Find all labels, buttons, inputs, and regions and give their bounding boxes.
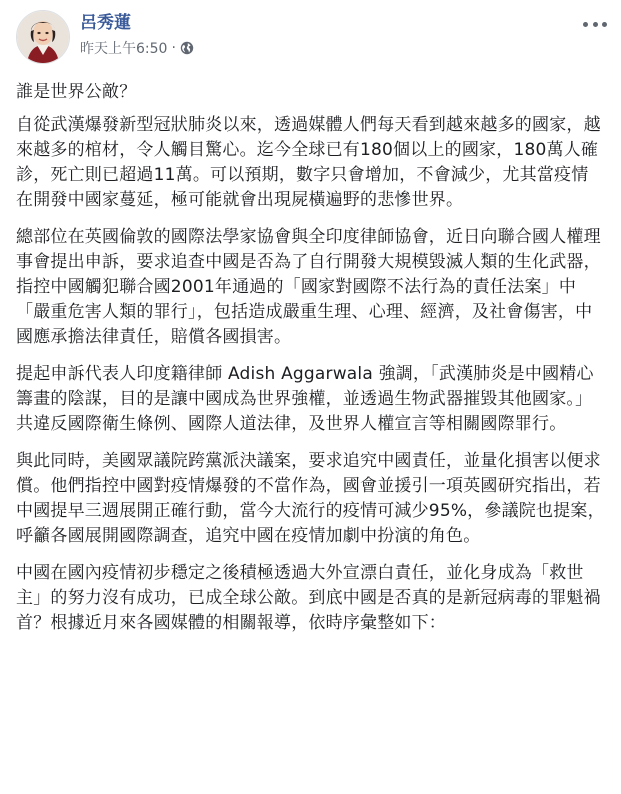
separator-dot: · [171,40,176,56]
avatar[interactable] [16,10,70,64]
post-paragraph: 與此同時，美國眾議院跨黨派決議案，要求追究中國責任，並量化損害以便求償。他們指控中國對疫情爆發的不當作為，國會並援引一項英國研究指出，若中國提早三週展開正確行動，當今大流行的疫情可減少95%，參議院也提案，呼籲各國展開國際調查，追究中國在疫情加劇中扮演的角色。 [16,451,605,546]
post-paragraph: 自從武漢爆發新型冠狀肺炎以來，透過媒體人們每天看到越來越多的國家，越來越多的棺材，令人觸目驚心。迄今全球已有180個以上的國家，180萬人確診，死亡則已超過11萬。可以預期，數字只會增加，不會減少，尤其當疫情在開發中國家蔓延，極可能就會出現屍橫遍野的悲慘世界。 [16,115,601,210]
post-content [16,80,605,636]
more-dot [583,22,588,27]
post-title: 誰是世界公敵？ [16,82,137,102]
globe-icon[interactable] [180,41,194,55]
post-paragraph: 提起申訴代表人印度籍律師 Adish Aggarwala 強調，「武漢肺炎是中國精心籌畫的陰謀，目的是讓中國成為世界強權，並透過生物武器摧毀其他國家。」共違反國際衛生條例、國際人道法律，及世界人權宣言等相關國際罪行。 [16,364,594,434]
more-options-icon[interactable] [583,16,607,32]
more-dot [602,22,607,27]
post-paragraph: 中國在國內疫情初步穩定之後積極透過大外宣漂白責任，並化身成為「救世主」的努力沒有成功，已成全球公敵。到底中國是否真的是新冠病毒的罪魁禍首？根據近月來各國媒體的相關報導，依時序彙整如下： [16,563,601,633]
author-name[interactable]: 呂秀蓮 [80,13,131,33]
avatar-image [17,11,69,63]
more-dot [593,22,598,27]
post-paragraph: 總部位在英國倫敦的國際法學家協會與全印度律師協會，近日向聯合國人權理事會提出申訴，要求追查中國是否為了自行開發大規模毀滅人類的生化武器，指控中國觸犯聯合國2001年通過的「國家對國際不法行為的責任法案」中「嚴重危害人類的罪行」，包括造成嚴重生理、心理、經濟，及社會傷害，中國應承擔法律責任，賠償各國損害。 [16,227,601,347]
post-timestamp[interactable]: 昨天上午6:50 [80,41,168,57]
post-meta [80,12,194,58]
post-header [16,10,605,72]
time-row [80,38,194,58]
